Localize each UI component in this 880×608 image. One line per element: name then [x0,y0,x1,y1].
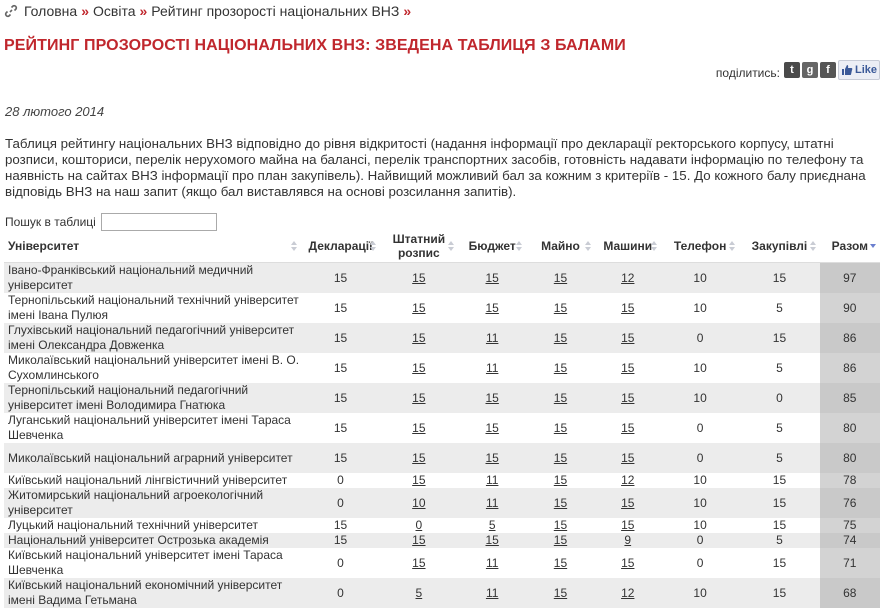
declarations-cell: 15 [333,518,348,532]
column-header-property[interactable] [526,230,594,263]
total-cell: 86 [820,323,880,353]
breadcrumb-current-link[interactable]: Рейтинг прозорості національних ВНЗ [151,3,400,19]
cars-response-link[interactable]: 9 [624,533,632,547]
declarations-cell: 15 [301,323,379,353]
staff-cell [380,263,458,294]
header-label: Закупівлі [751,239,808,253]
facebook-share-button[interactable] [820,62,836,78]
header-label: Майно [541,239,580,253]
phone-cell: 10 [661,578,739,608]
budget-response-link[interactable]: 15 [485,533,499,547]
sort-icon [585,241,592,251]
column-header-declarations[interactable] [301,230,379,263]
staff-cell [380,353,458,383]
staff-response-link[interactable]: 15 [412,555,426,570]
budget-cell [458,488,526,518]
university-cell: Миколаївський національний аграрний університет [4,443,301,473]
property-cell [526,353,594,383]
table-row [4,518,880,533]
staff-response-link[interactable]: 15 [412,270,426,285]
procurement-cell: 15 [772,555,787,570]
table-row [4,353,880,383]
breadcrumb-separator: » [81,3,89,19]
declarations-cell: 15 [301,263,379,294]
cars-cell [595,473,661,488]
breadcrumb-education-link[interactable]: Освіта [93,3,136,19]
staff-cell [380,443,458,473]
total-cell: 74 [820,533,880,548]
share-label: поділитись: [715,66,780,80]
university-cell: Житомирський національний агроекологічний університет [4,488,301,518]
property-cell [526,548,594,578]
university-cell: Київський національний лінгвістичний університет [8,473,288,487]
table-row [4,293,880,323]
cars-cell [595,518,661,533]
cars-response-link[interactable]: 15 [621,360,635,375]
cars-response-link[interactable]: 12 [621,585,635,600]
google-share-button[interactable] [802,62,818,78]
breadcrumb [4,3,415,19]
declarations-cell: 15 [333,360,348,375]
cars-response-link[interactable]: 15 [621,420,635,435]
sort-icon [729,241,736,251]
budget-cell [458,473,526,488]
property-response-link[interactable]: 15 [553,270,568,285]
university-cell: Луганський національний університет імені Тараса Шевченка [8,413,291,442]
cars-cell [595,548,661,578]
budget-cell [458,353,526,383]
budget-response-link[interactable]: 11 [485,495,499,510]
procurement-cell: 15 [739,578,819,608]
staff-response-link[interactable]: 15 [412,533,426,547]
column-header-phone[interactable] [661,230,739,263]
declarations-cell: 15 [333,300,348,315]
staff-cell [380,533,458,548]
table-row [4,473,880,488]
cars-cell [595,413,661,443]
property-cell [526,263,594,294]
total-cell: 85 [820,383,880,413]
phone-cell: 0 [696,420,704,435]
property-response-link[interactable]: 15 [553,360,568,375]
thumbs-up-icon [841,64,853,76]
procurement-cell: 15 [739,488,819,518]
property-response-link[interactable]: 15 [553,495,568,510]
declarations-cell: 15 [301,383,379,413]
budget-response-link[interactable]: 5 [488,518,496,532]
property-response-link[interactable]: 15 [553,585,568,600]
facebook-like-button[interactable] [838,60,880,80]
twitter-icon: t [790,64,794,76]
sort-desc-icon [870,241,877,251]
header-label: Разом [831,239,868,253]
rating-table [4,230,880,608]
budget-response-link[interactable]: 15 [485,270,499,285]
column-header-procurement[interactable] [739,230,819,263]
staff-cell [380,323,458,353]
property-cell [526,413,594,443]
procurement-cell: 15 [739,323,819,353]
procurement-cell: 15 [739,263,819,294]
column-header-staff[interactable] [380,230,458,263]
table-row [4,443,880,473]
sort-icon [516,241,523,251]
header-label: Декларації [308,239,373,253]
cars-response-link[interactable]: 12 [621,270,635,285]
table-search [5,213,217,231]
breadcrumb-home-link[interactable]: Головна [24,3,78,19]
cars-response-link[interactable]: 15 [621,330,635,345]
staff-cell [380,383,458,413]
total-cell: 71 [820,548,880,578]
like-label: Like [854,64,877,76]
table-row [4,533,880,548]
procurement-cell: 5 [776,300,783,315]
budget-response-link[interactable]: 11 [485,360,499,375]
total-cell: 97 [820,263,880,294]
procurement-cell: 5 [739,533,819,548]
table-row [4,413,880,443]
declarations-cell: 0 [337,555,344,570]
staff-cell [380,413,458,443]
budget-response-link[interactable]: 15 [485,300,499,315]
intro-paragraph: Таблиця рейтингу національних ВНЗ відповідно до рівня відкритості (надання інформації про декларації ректорського корпусу, штатні розписи, кошториси, перелік нерухомого майна на балансі, перелік транспортних засобів, готовність надавати інформацію по телефону та наявність на сайтах ВНЗ інформації про план закупівель). Найвищий можливий бал за кожним з критеріїв - 15. До кожного балу приєднана відповідь ВНЗ на наш запит (якщо бал виставлявся на основі розсилання запитів). [5,136,866,199]
cars-response-link[interactable]: 15 [621,450,635,465]
university-cell: Тернопільський національний технічний університет імені Івана Пулюя [8,293,299,322]
procurement-cell: 5 [739,443,819,473]
link-icon [4,4,18,18]
table-row [4,578,880,608]
staff-cell [380,293,458,323]
cars-response-link[interactable]: 15 [621,518,635,532]
university-cell: Київський національний університет імені Тараса Шевченка [8,548,283,577]
page-title: РЕЙТИНГ ПРОЗОРОСТІ НАЦІОНАЛЬНИХ ВНЗ: ЗВЕДЕНА ТАБЛИЦЯ З БАЛАМИ [4,37,626,54]
staff-response-link[interactable]: 15 [412,360,426,375]
property-cell [526,323,594,353]
total-cell: 68 [820,578,880,608]
column-header-budget[interactable] [458,230,526,263]
facebook-icon: f [826,64,830,76]
staff-response-link[interactable]: 10 [412,495,426,510]
header-label: Телефон [673,239,727,253]
total-cell: 86 [820,353,880,383]
university-cell: Луцький національний технічний університет [8,518,258,532]
staff-cell [380,473,458,488]
budget-cell [458,263,526,294]
property-cell [526,443,594,473]
cars-cell [595,533,661,548]
declarations-cell: 0 [301,578,379,608]
budget-cell [458,323,526,353]
header-label: Бюджет [468,239,516,253]
cars-cell [595,293,661,323]
budget-cell [458,383,526,413]
budget-cell [458,548,526,578]
staff-response-link[interactable]: 15 [412,450,426,465]
total-cell: 80 [820,443,880,473]
phone-cell: 10 [693,473,707,487]
property-response-link[interactable]: 15 [553,473,568,487]
total-cell: 76 [820,488,880,518]
property-cell [526,293,594,323]
budget-cell [458,293,526,323]
sort-icon [448,241,455,251]
budget-cell [458,578,526,608]
budget-response-link[interactable]: 11 [485,473,499,487]
declarations-cell: 0 [337,473,344,487]
google-icon: g [806,64,814,76]
budget-response-link[interactable]: 15 [485,450,499,465]
staff-cell [380,488,458,518]
publish-date: 28 лютого 2014 [5,104,105,119]
phone-cell: 10 [693,300,707,315]
total-cell: 78 [820,473,880,488]
sort-icon [370,241,377,251]
cars-response-link[interactable]: 15 [621,495,635,510]
cars-cell [595,383,661,413]
property-response-link[interactable]: 15 [553,518,568,532]
cars-cell [595,578,661,608]
property-response-link[interactable]: 15 [553,330,568,345]
property-cell [526,533,594,548]
phone-cell: 10 [661,263,739,294]
table-row [4,548,880,578]
property-response-link[interactable]: 15 [553,450,568,465]
staff-response-link[interactable]: 5 [415,585,423,600]
breadcrumb-separator: » [139,3,148,19]
property-response-link[interactable]: 15 [553,390,568,405]
procurement-cell: 5 [776,360,783,375]
budget-response-link[interactable]: 15 [485,390,499,405]
search-input[interactable] [101,213,217,231]
budget-response-link[interactable]: 11 [485,585,499,600]
staff-cell [380,518,458,533]
table-body [4,263,880,608]
university-cell: Тернопільський національний педагогічний університет імені Володимира Гнатюка [4,383,301,413]
table-row [4,263,880,294]
university-cell: Національний університет Острозька академія [4,533,301,548]
sort-icon [810,241,817,251]
phone-cell: 0 [661,443,739,473]
table-row [4,323,880,353]
property-cell [526,488,594,518]
staff-response-link[interactable]: 15 [412,300,426,315]
cars-cell [595,488,661,518]
staff-response-link[interactable]: 15 [412,390,426,405]
cars-cell [595,323,661,353]
staff-response-link[interactable]: 15 [412,420,426,435]
twitter-share-button[interactable] [784,62,800,78]
property-response-link[interactable]: 15 [553,533,568,547]
budget-response-link[interactable]: 15 [485,420,499,435]
procurement-cell: 15 [772,518,787,532]
column-header-university[interactable] [4,230,301,263]
sort-icon [291,241,298,251]
budget-cell [458,443,526,473]
table-row [4,488,880,518]
table-header-row [4,230,880,263]
budget-cell [458,413,526,443]
column-header-total[interactable] [820,230,880,263]
sort-icon [651,241,658,251]
staff-cell [380,578,458,608]
budget-response-link[interactable]: 11 [485,330,499,345]
phone-cell: 0 [661,533,739,548]
cars-response-link[interactable]: 15 [621,300,635,315]
phone-cell: 10 [661,488,739,518]
table-row [4,383,880,413]
cars-response-link[interactable]: 15 [621,555,635,570]
declarations-cell: 15 [301,533,379,548]
cars-cell [595,443,661,473]
procurement-cell: 5 [776,420,783,435]
property-cell [526,518,594,533]
header-label: Університет [8,239,80,253]
phone-cell: 0 [696,555,704,570]
header-label: Машини [603,239,653,253]
search-label: Пошук в таблиці [5,215,96,229]
procurement-cell: 15 [772,473,787,487]
university-cell: Івано-Франківський національний медичний університет [4,263,301,294]
total-cell: 90 [820,293,880,323]
header-label: Штатний [392,232,446,246]
property-cell [526,578,594,608]
property-response-link[interactable]: 15 [553,555,568,570]
staff-response-link[interactable]: 15 [412,330,426,345]
property-response-link[interactable]: 15 [553,300,568,315]
university-cell: Глухівський національний педагогічний університет імені Олександра Довженка [4,323,301,353]
property-cell [526,473,594,488]
declarations-cell: 15 [333,420,348,435]
total-cell: 75 [820,518,880,533]
university-cell: Київський національний економічний університет імені Вадима Гетьмана [4,578,301,608]
phone-cell: 0 [661,323,739,353]
property-cell [526,383,594,413]
cars-response-link[interactable]: 15 [621,390,635,405]
header-label: розпис [397,246,440,260]
cars-cell [595,263,661,294]
declarations-cell: 0 [301,488,379,518]
breadcrumb-separator: » [403,3,412,19]
staff-response-link[interactable]: 15 [412,473,426,487]
phone-cell: 10 [693,360,707,375]
phone-cell: 10 [693,518,707,532]
declarations-cell: 15 [301,443,379,473]
cars-cell [595,353,661,383]
property-response-link[interactable]: 15 [553,420,568,435]
total-cell: 80 [820,413,880,443]
column-header-cars[interactable] [595,230,661,263]
staff-cell [380,548,458,578]
procurement-cell: 0 [739,383,819,413]
cars-response-link[interactable]: 12 [621,473,635,487]
share-bar [716,60,880,80]
budget-cell [458,533,526,548]
budget-response-link[interactable]: 11 [485,555,499,570]
university-cell: Миколаївський національний університет імені В. О. Сухомлинського [8,353,300,382]
phone-cell: 10 [661,383,739,413]
budget-cell [458,518,526,533]
staff-response-link[interactable]: 0 [415,518,423,532]
